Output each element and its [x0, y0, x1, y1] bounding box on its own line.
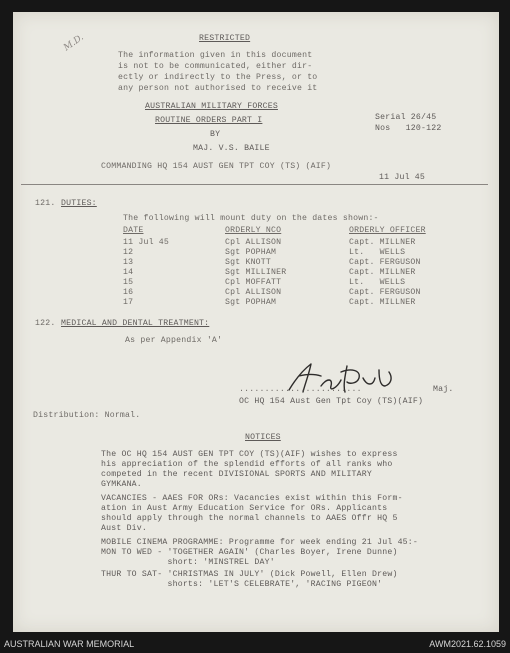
duty-row-date: 11 Jul 45 — [123, 238, 170, 247]
notices-heading: NOTICES — [245, 433, 281, 442]
header-rule — [21, 184, 488, 185]
notice-1-line: GYMKANA. — [101, 480, 142, 489]
col-nco-header: ORDERLY NCO — [225, 226, 282, 235]
notice-3-line: THUR TO SAT- 'CHRISTMAS IN JULY' (Dick Powell, Ellen Drew) — [101, 570, 398, 579]
restricted-heading: RESTRICTED — [199, 34, 251, 43]
order-numbers: Nos 120-122 — [375, 124, 442, 133]
duty-row-date: 17 — [123, 298, 134, 307]
duty-row-nco: Cpl MOFFATT — [225, 278, 282, 287]
notice-3-line: MON TO WED - 'TOGETHER AGAIN' (Charles Boyer, Irene Dunne) — [101, 548, 398, 557]
duty-row-nco: Sgt MILLINER — [225, 268, 287, 277]
duty-row-date: 16 — [123, 288, 134, 297]
handwritten-note: M.D. — [62, 32, 86, 54]
duty-row-nco: Sgt POPHAM — [225, 298, 277, 307]
restricted-line-2: is not to be communicated, either dir- — [118, 62, 313, 71]
duty-row-officer: Capt. MILLNER — [349, 298, 416, 307]
officer-name: MAJ. V.S. BAILE — [193, 144, 270, 153]
restricted-line-3: ectly or indirectly to the Press, or to — [118, 73, 318, 82]
duty-row-officer: Capt. MILLNER — [349, 238, 416, 247]
section-122-number: 122. — [35, 319, 56, 328]
duty-row-nco: Cpl ALLISON — [225, 238, 282, 247]
order-date: 11 Jul 45 — [379, 173, 426, 182]
signature-dots: ........................ — [239, 385, 362, 394]
signatory-rank: Maj. — [433, 385, 454, 394]
notice-3-line: shorts: 'LET'S CELEBRATE', 'RACING PIGEON' — [101, 580, 383, 589]
duty-row-officer: Lt. WELLS — [349, 248, 406, 257]
duty-row-officer: Capt. FERGUSON — [349, 288, 421, 297]
duties-intro: The following will mount duty on the dates shown:- — [123, 214, 379, 223]
col-date-header: DATE — [123, 226, 144, 235]
distribution: Distribution: Normal. — [33, 411, 141, 420]
archive-caption-right: AWM2021.62.1059 — [429, 639, 506, 649]
restricted-line-4: any person not authorised to receive it — [118, 84, 318, 93]
orders-title: ROUTINE ORDERS PART I — [155, 116, 263, 125]
duty-row-date: 12 — [123, 248, 134, 257]
duty-row-date: 13 — [123, 258, 134, 267]
notice-1-line: The OC HQ 154 AUST GEN TPT COY (TS)(AIF) wishes to express — [101, 450, 398, 459]
by-label: BY — [210, 130, 221, 139]
section-121-number: 121. — [35, 199, 56, 208]
duty-row-officer: Lt. WELLS — [349, 278, 406, 287]
archive-caption-left: AUSTRALIAN WAR MEMORIAL — [4, 639, 135, 649]
notice-2-line: VACANCIES - AAES FOR ORs: Vacancies exist within this Form- — [101, 494, 403, 503]
restricted-line-1: The information given in this document — [118, 51, 313, 60]
duty-row-officer: Capt. FERGUSON — [349, 258, 421, 267]
notice-2-line: ation in Aust Army Education Service for ORs. Applicants — [101, 504, 388, 513]
medical-text: As per Appendix 'A' — [125, 336, 223, 345]
notice-2-line: should apply through the normal channels to AAES Offr HQ 5 — [101, 514, 398, 523]
duty-row-date: 14 — [123, 268, 134, 277]
signatory-unit: OC HQ 154 Aust Gen Tpt Coy (TS)(AIF) — [239, 397, 424, 406]
serial-number: Serial 26/45 — [375, 113, 437, 122]
force-heading: AUSTRALIAN MILITARY FORCES — [145, 102, 278, 111]
col-officer-header: ORDERLY OFFICER — [349, 226, 426, 235]
duties-heading: DUTIES: — [61, 199, 97, 208]
notice-2-line: Aust Div. — [101, 524, 148, 533]
notice-3-line: short: 'MINSTREL DAY' — [101, 558, 275, 567]
notice-3-line: MOBILE CINEMA PROGRAMME: Programme for week ending 21 Jul 45:- — [101, 538, 419, 547]
command-line: COMMANDING HQ 154 AUST GEN TPT COY (TS) (AIF) — [101, 162, 332, 171]
document-page — [13, 12, 499, 632]
duty-row-nco: Sgt POPHAM — [225, 248, 277, 257]
duty-row-officer: Capt. MILLNER — [349, 268, 416, 277]
duty-row-date: 15 — [123, 278, 134, 287]
notice-1-line: competed in the recent DIVISIONAL SPORTS AND MILITARY — [101, 470, 373, 479]
duty-row-nco: Cpl ALLISON — [225, 288, 282, 297]
notice-1-line: his appreciation of the splendid efforts of all ranks who — [101, 460, 393, 469]
medical-heading: MEDICAL AND DENTAL TREATMENT: — [61, 319, 210, 328]
duty-row-nco: Sgt KNOTT — [225, 258, 272, 267]
